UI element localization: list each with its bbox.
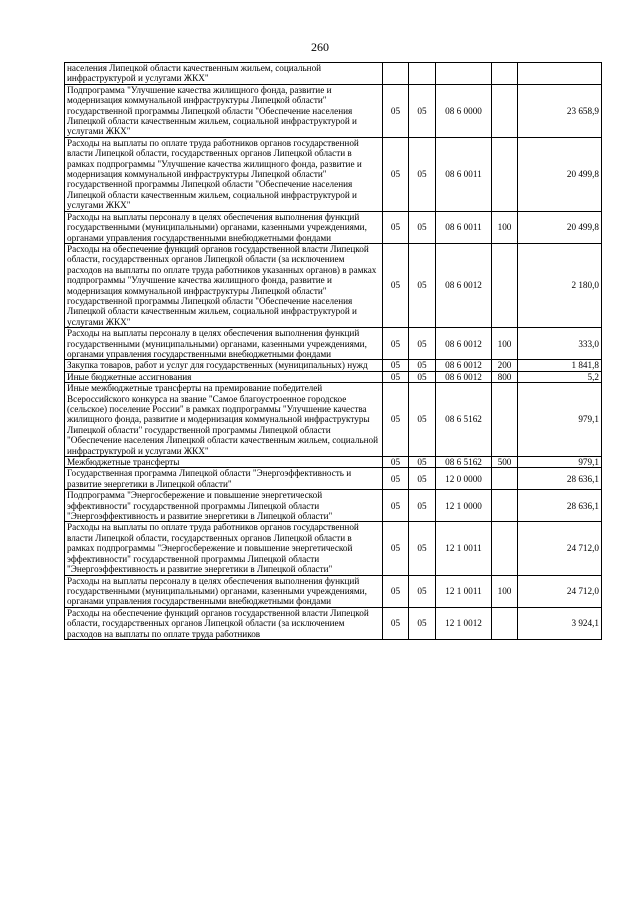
- cell-amount: 979,1: [518, 383, 602, 457]
- cell-name: Межбюджетные трансферты: [65, 457, 383, 468]
- cell-section: 05: [383, 211, 409, 243]
- cell-amount: 333,0: [518, 328, 602, 360]
- cell-amount: 28 636,1: [518, 468, 602, 490]
- cell-subsection: [409, 63, 436, 85]
- cell-section: 05: [383, 383, 409, 457]
- cell-section: 05: [383, 490, 409, 522]
- cell-subsection: 05: [409, 522, 436, 575]
- cell-subsection: 05: [409, 457, 436, 468]
- cell-amount: 5,2: [518, 371, 602, 382]
- cell-subsection: 05: [409, 575, 436, 607]
- cell-section: 05: [383, 371, 409, 382]
- page-number: 260: [311, 40, 329, 54]
- cell-expense-type: [492, 490, 518, 522]
- cell-name: Расходы на выплаты по оплате труда работников органов государственной власти Липецкой области, государственных органов Липецкой области в рамках подпрограммы "Улучшение качества жилищного фонда, развитие и модернизация коммунальной инфраструктуры Липецкой области" государственной программы Липецкой области "Обеспечение населения Липецкой области качественным жильем, социальной инфраструктурой и услугами ЖКХ": [65, 137, 383, 211]
- table-body: [65, 63, 602, 640]
- cell-target-article: 08 6 0012: [436, 371, 492, 382]
- cell-target-article: 08 6 0012: [436, 328, 492, 360]
- table-row: [65, 328, 602, 360]
- cell-amount: 979,1: [518, 457, 602, 468]
- cell-name: Иные бюджетные ассигнования: [65, 371, 383, 382]
- cell-subsection: 05: [409, 468, 436, 490]
- cell-subsection: 05: [409, 607, 436, 639]
- cell-expense-type: 800: [492, 371, 518, 382]
- cell-name: Расходы на выплаты персоналу в целях обеспечения выполнения функций государственными (муниципальными) органами, казенными учреждениями, органами управления государственными внебюджетными фондами: [65, 211, 383, 243]
- cell-subsection: 05: [409, 360, 436, 371]
- cell-name: Расходы на обеспечение функций органов государственной власти Липецкой области, государственных органов Липецкой области (за исключением расходов на выплаты по оплате труда работников указанных органов) в рамках подпрограммы "Улучшение качества жилищного фонда, развитие и модернизация коммунальной инфраструктуры Липецкой области" государственной программы Липецкой области "Обеспечение населения Липецкой области качественным жильем, социальной инфраструктурой и услугами ЖКХ": [65, 243, 383, 327]
- cell-name: Подпрограмма "Энергосбережение и повышение энергетической эффективности" государственной программы Липецкой области "Энергоэффективность и развитие энергетики в Липецкой области": [65, 490, 383, 522]
- cell-name: Расходы на выплаты персоналу в целях обеспечения выполнения функций государственными (муниципальными) органами, казенными учреждениями, органами управления государственными внебюджетными фондами: [65, 575, 383, 607]
- cell-amount: 3 924,1: [518, 607, 602, 639]
- cell-amount: 23 658,9: [518, 84, 602, 137]
- cell-expense-type: [492, 607, 518, 639]
- table-row: [65, 84, 602, 137]
- table-row: [65, 457, 602, 468]
- cell-section: 05: [383, 360, 409, 371]
- cell-section: 05: [383, 468, 409, 490]
- cell-expense-type: [492, 383, 518, 457]
- cell-expense-type: [492, 84, 518, 137]
- cell-amount: 20 499,8: [518, 211, 602, 243]
- cell-target-article: 12 1 0012: [436, 607, 492, 639]
- cell-section: 05: [383, 575, 409, 607]
- cell-section: [383, 63, 409, 85]
- cell-name: Государственная программа Липецкой области "Энергоэффективность и развитие энергетики в Липецкой области": [65, 468, 383, 490]
- cell-target-article: 08 6 0012: [436, 243, 492, 327]
- table-row: [65, 137, 602, 211]
- cell-name: Расходы на обеспечение функций органов государственной власти Липецкой области, государственных органов Липецкой области (за исключением расходов на выплаты по оплате труда работников: [65, 607, 383, 639]
- cell-amount: 1 841,8: [518, 360, 602, 371]
- cell-subsection: 05: [409, 490, 436, 522]
- table-row: [65, 607, 602, 639]
- table-row: [65, 490, 602, 522]
- cell-target-article: 12 1 0011: [436, 575, 492, 607]
- cell-name: населения Липецкой области качественным жильем, социальной инфраструктурой и услугами ЖКХ": [65, 63, 383, 85]
- cell-target-article: 08 6 0012: [436, 360, 492, 371]
- table-row: [65, 522, 602, 575]
- cell-amount: 2 180,0: [518, 243, 602, 327]
- cell-amount: [518, 63, 602, 85]
- cell-target-article: 08 6 0011: [436, 137, 492, 211]
- cell-target-article: 08 6 5162: [436, 457, 492, 468]
- cell-expense-type: [492, 522, 518, 575]
- cell-name: Подпрограмма "Улучшение качества жилищного фонда, развитие и модернизация коммунальной инфраструктуры Липецкой области" государственной программы Липецкой области "Обеспечение населения Липецкой области качественным жильем, социальной инфраструктурой и услугами ЖКХ": [65, 84, 383, 137]
- cell-expense-type: 500: [492, 457, 518, 468]
- table-row: [65, 383, 602, 457]
- cell-target-article: 12 1 0011: [436, 522, 492, 575]
- table-row: [65, 371, 602, 382]
- cell-expense-type: [492, 137, 518, 211]
- cell-target-article: [436, 63, 492, 85]
- cell-name: Расходы на выплаты по оплате труда работников органов государственной власти Липецкой области, государственных органов Липецкой области в рамках подпрограммы "Энергосбережение и повышение энергетической эффективности" государственной программы Липецкой области "Энергоэффективность и развитие энергетики в Липецкой области": [65, 522, 383, 575]
- table-row: [65, 360, 602, 371]
- cell-expense-type: [492, 468, 518, 490]
- cell-subsection: 05: [409, 328, 436, 360]
- cell-section: 05: [383, 137, 409, 211]
- cell-expense-type: 200: [492, 360, 518, 371]
- cell-subsection: 05: [409, 211, 436, 243]
- cell-expense-type: [492, 63, 518, 85]
- cell-expense-type: [492, 243, 518, 327]
- cell-target-article: 12 0 0000: [436, 468, 492, 490]
- cell-amount: 20 499,8: [518, 137, 602, 211]
- cell-section: 05: [383, 328, 409, 360]
- cell-name: Закупка товаров, работ и услуг для государственных (муниципальных) нужд: [65, 360, 383, 371]
- cell-target-article: 08 6 5162: [436, 383, 492, 457]
- cell-subsection: 05: [409, 383, 436, 457]
- cell-expense-type: 100: [492, 575, 518, 607]
- table-row: [65, 211, 602, 243]
- cell-amount: 24 712,0: [518, 522, 602, 575]
- table-row: [65, 575, 602, 607]
- cell-target-article: 08 6 0011: [436, 211, 492, 243]
- cell-target-article: 12 1 0000: [436, 490, 492, 522]
- cell-target-article: 08 6 0000: [436, 84, 492, 137]
- cell-subsection: 05: [409, 84, 436, 137]
- cell-section: 05: [383, 607, 409, 639]
- table-row: [65, 63, 602, 85]
- cell-name: Иные межбюджетные трансферты на премирование победителей Всероссийского конкурса на звание "Самое благоустроенное городское (сельское) поселение России" в рамках подпрограммы "Улучшение качества жилищного фонда, развитие и модернизация коммунальной инфраструктуры Липецкой области" государственной программы Липецкой области "Обеспечение населения Липецкой области качественным жильем, социальной инфраструктурой и услугами ЖКХ": [65, 383, 383, 457]
- cell-subsection: 05: [409, 371, 436, 382]
- cell-expense-type: 100: [492, 211, 518, 243]
- cell-section: 05: [383, 522, 409, 575]
- cell-expense-type: 100: [492, 328, 518, 360]
- cell-section: 05: [383, 457, 409, 468]
- cell-subsection: 05: [409, 137, 436, 211]
- table-row: [65, 243, 602, 327]
- cell-section: 05: [383, 84, 409, 137]
- cell-amount: 24 712,0: [518, 575, 602, 607]
- cell-subsection: 05: [409, 243, 436, 327]
- cell-section: 05: [383, 243, 409, 327]
- budget-table: [64, 62, 602, 640]
- cell-name: Расходы на выплаты персоналу в целях обеспечения выполнения функций государственными (муниципальными) органами, казенными учреждениями, органами управления государственными внебюджетными фондами: [65, 328, 383, 360]
- cell-amount: 28 636,1: [518, 490, 602, 522]
- table-row: [65, 468, 602, 490]
